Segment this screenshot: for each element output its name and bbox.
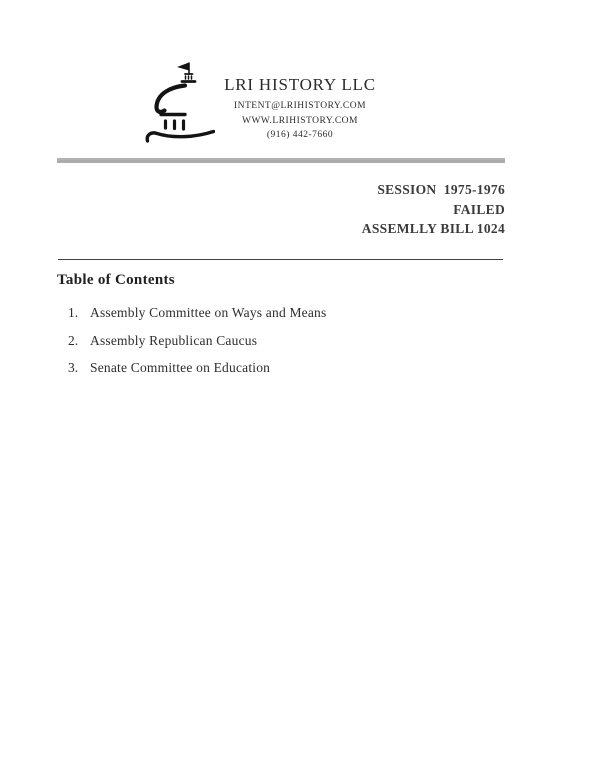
session-line: SESSION 1975-1976 [377, 182, 505, 197]
company-website: WWW.LRIHISTORY.COM [242, 115, 358, 126]
toc-item [68, 360, 326, 376]
toc-item-label: Senate Committee on Education [90, 360, 271, 375]
divider-bottom [58, 259, 503, 260]
case-info-block [362, 180, 505, 239]
letterhead [0, 75, 600, 143]
toc-item-label: Assembly Republican Caucus [90, 332, 258, 348]
toc-item-number: 2. [68, 332, 79, 348]
status-line: FAILED [453, 201, 505, 217]
company-name: LRI HISTORY LLC [224, 75, 376, 94]
bill-line: ASSEMLLY BILL 1024 [361, 221, 505, 236]
toc-item [68, 333, 326, 349]
company-email: INTENT@LRIHISTORY.COM [233, 101, 367, 111]
divider-top [57, 158, 505, 163]
toc-title: Table of Contents [57, 272, 175, 288]
toc-item-number: 3. [68, 360, 79, 375]
toc-item-number: 1. [68, 305, 79, 320]
company-phone: (916) 442-7660 [266, 130, 334, 140]
toc-item [68, 305, 326, 321]
toc-item-label: Assembly Committee on Ways and Means [90, 305, 327, 320]
toc-list [68, 305, 326, 388]
